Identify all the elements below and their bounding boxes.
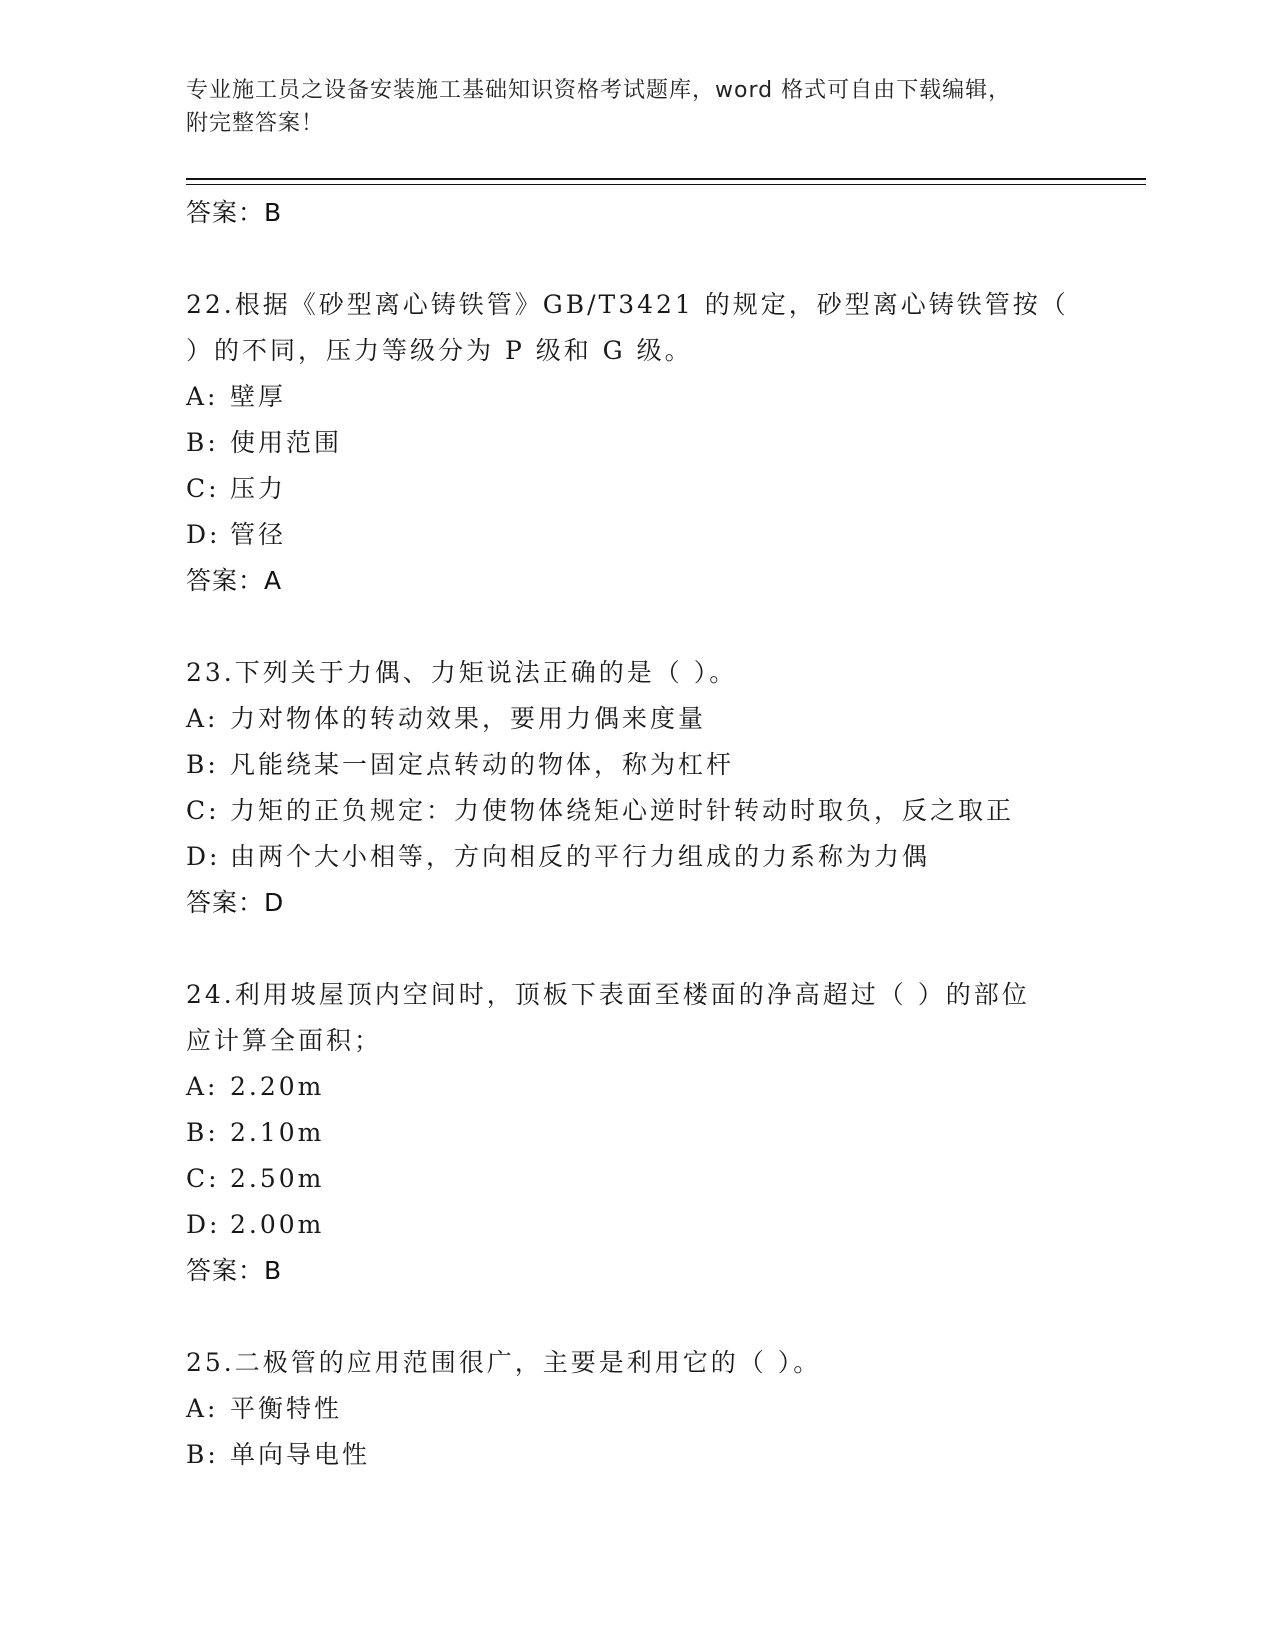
option-b [186,420,1146,466]
question-23 [186,650,1146,926]
question-line: 应计算全面积； [186,1026,383,1055]
option-key: A: [186,382,219,411]
question-text [186,972,1086,1064]
option-b [186,742,1146,788]
option-key: D: [186,1210,221,1239]
option-key: A: [186,704,219,733]
answer-line [186,880,1146,926]
option-key: C: [186,474,220,503]
question-25 [186,1340,1146,1478]
option-text: 力对物体的转动效果，要用力偶来度量 [230,704,707,733]
option-text: 由两个大小相等，方向相反的平行力组成的力系称为力偶 [230,842,931,871]
question-text [186,650,1086,696]
option-key: A: [186,1072,219,1101]
option-text: 力矩的正负规定：力使物体绕矩心逆时针转动时取负，反之取正 [230,796,1015,825]
question-text [186,1340,1086,1386]
answer-prefix: 答案： [186,888,265,917]
option-text: 2.50m [230,1164,325,1193]
option-c [186,466,1146,512]
option-key: B: [186,1118,219,1147]
option-key: C: [186,796,220,825]
option-key: A: [186,1394,219,1423]
option-d [186,512,1146,558]
option-text: 管径 [230,520,287,549]
option-c [186,788,1146,834]
answer-value: D [264,888,285,917]
option-text: 2.10m [230,1118,325,1147]
option-d [186,1202,1146,1248]
option-b [186,1432,1146,1478]
answer-value: B [264,198,283,227]
option-key: B: [186,428,219,457]
answer-value: B [264,1256,283,1285]
question-line: 23.下列关于力偶、力矩说法正确的是（ ）。 [186,658,738,687]
option-b [186,1110,1146,1156]
option-key: D: [186,520,221,549]
question-line: ）的不同，压力等级分为 P 级和 G 级。 [186,336,693,365]
option-text: 压力 [230,474,287,503]
option-text: 平衡特性 [230,1394,343,1423]
question-line: 25.二极管的应用范围很广，主要是利用它的（ ）。 [186,1348,822,1377]
question-24 [186,972,1146,1294]
option-c [186,1156,1146,1202]
question-list [186,190,1146,1478]
answer-prefix: 答案： [186,1256,265,1285]
header-line-1: 专业施工员之设备安装施工基础知识资格考试题库，word 格式可自由下载编辑， [186,78,1012,103]
option-key: B: [186,750,219,779]
option-key: B: [186,1440,219,1469]
option-d [186,834,1146,880]
option-text: 使用范围 [230,428,343,457]
option-text: 单向导电性 [230,1440,371,1469]
option-text: 2.00m [230,1210,325,1239]
answer-line [186,558,1146,604]
answer-line [186,1248,1146,1294]
option-a [186,1386,1146,1432]
question-22 [186,282,1146,604]
answer-prefix: 答案： [186,198,265,227]
header-line-2: 附完整答案！ [186,111,325,136]
question-text [186,282,1086,374]
option-a [186,374,1146,420]
previous-answer [186,190,1146,236]
question-line: 24.利用坡屋顶内空间时，顶板下表面至楼面的净高超过（ ）的部位 [186,980,1030,1009]
option-text: 凡能绕某一固定点转动的物体，称为杠杆 [230,750,735,779]
option-text: 壁厚 [230,382,287,411]
document-header [186,74,1066,140]
option-a [186,696,1146,742]
option-key: D: [186,842,221,871]
header-divider-thick [186,178,1146,180]
option-key: C: [186,1164,220,1193]
answer-prefix: 答案： [186,566,265,595]
option-a [186,1064,1146,1110]
answer-value: A [264,566,283,595]
header-divider-thin [186,184,1146,185]
question-line: 22.根据《砂型离心铸铁管》GB/T3421 的规定，砂型离心铸铁管按（ [186,290,1069,319]
option-text: 2.20m [230,1072,325,1101]
